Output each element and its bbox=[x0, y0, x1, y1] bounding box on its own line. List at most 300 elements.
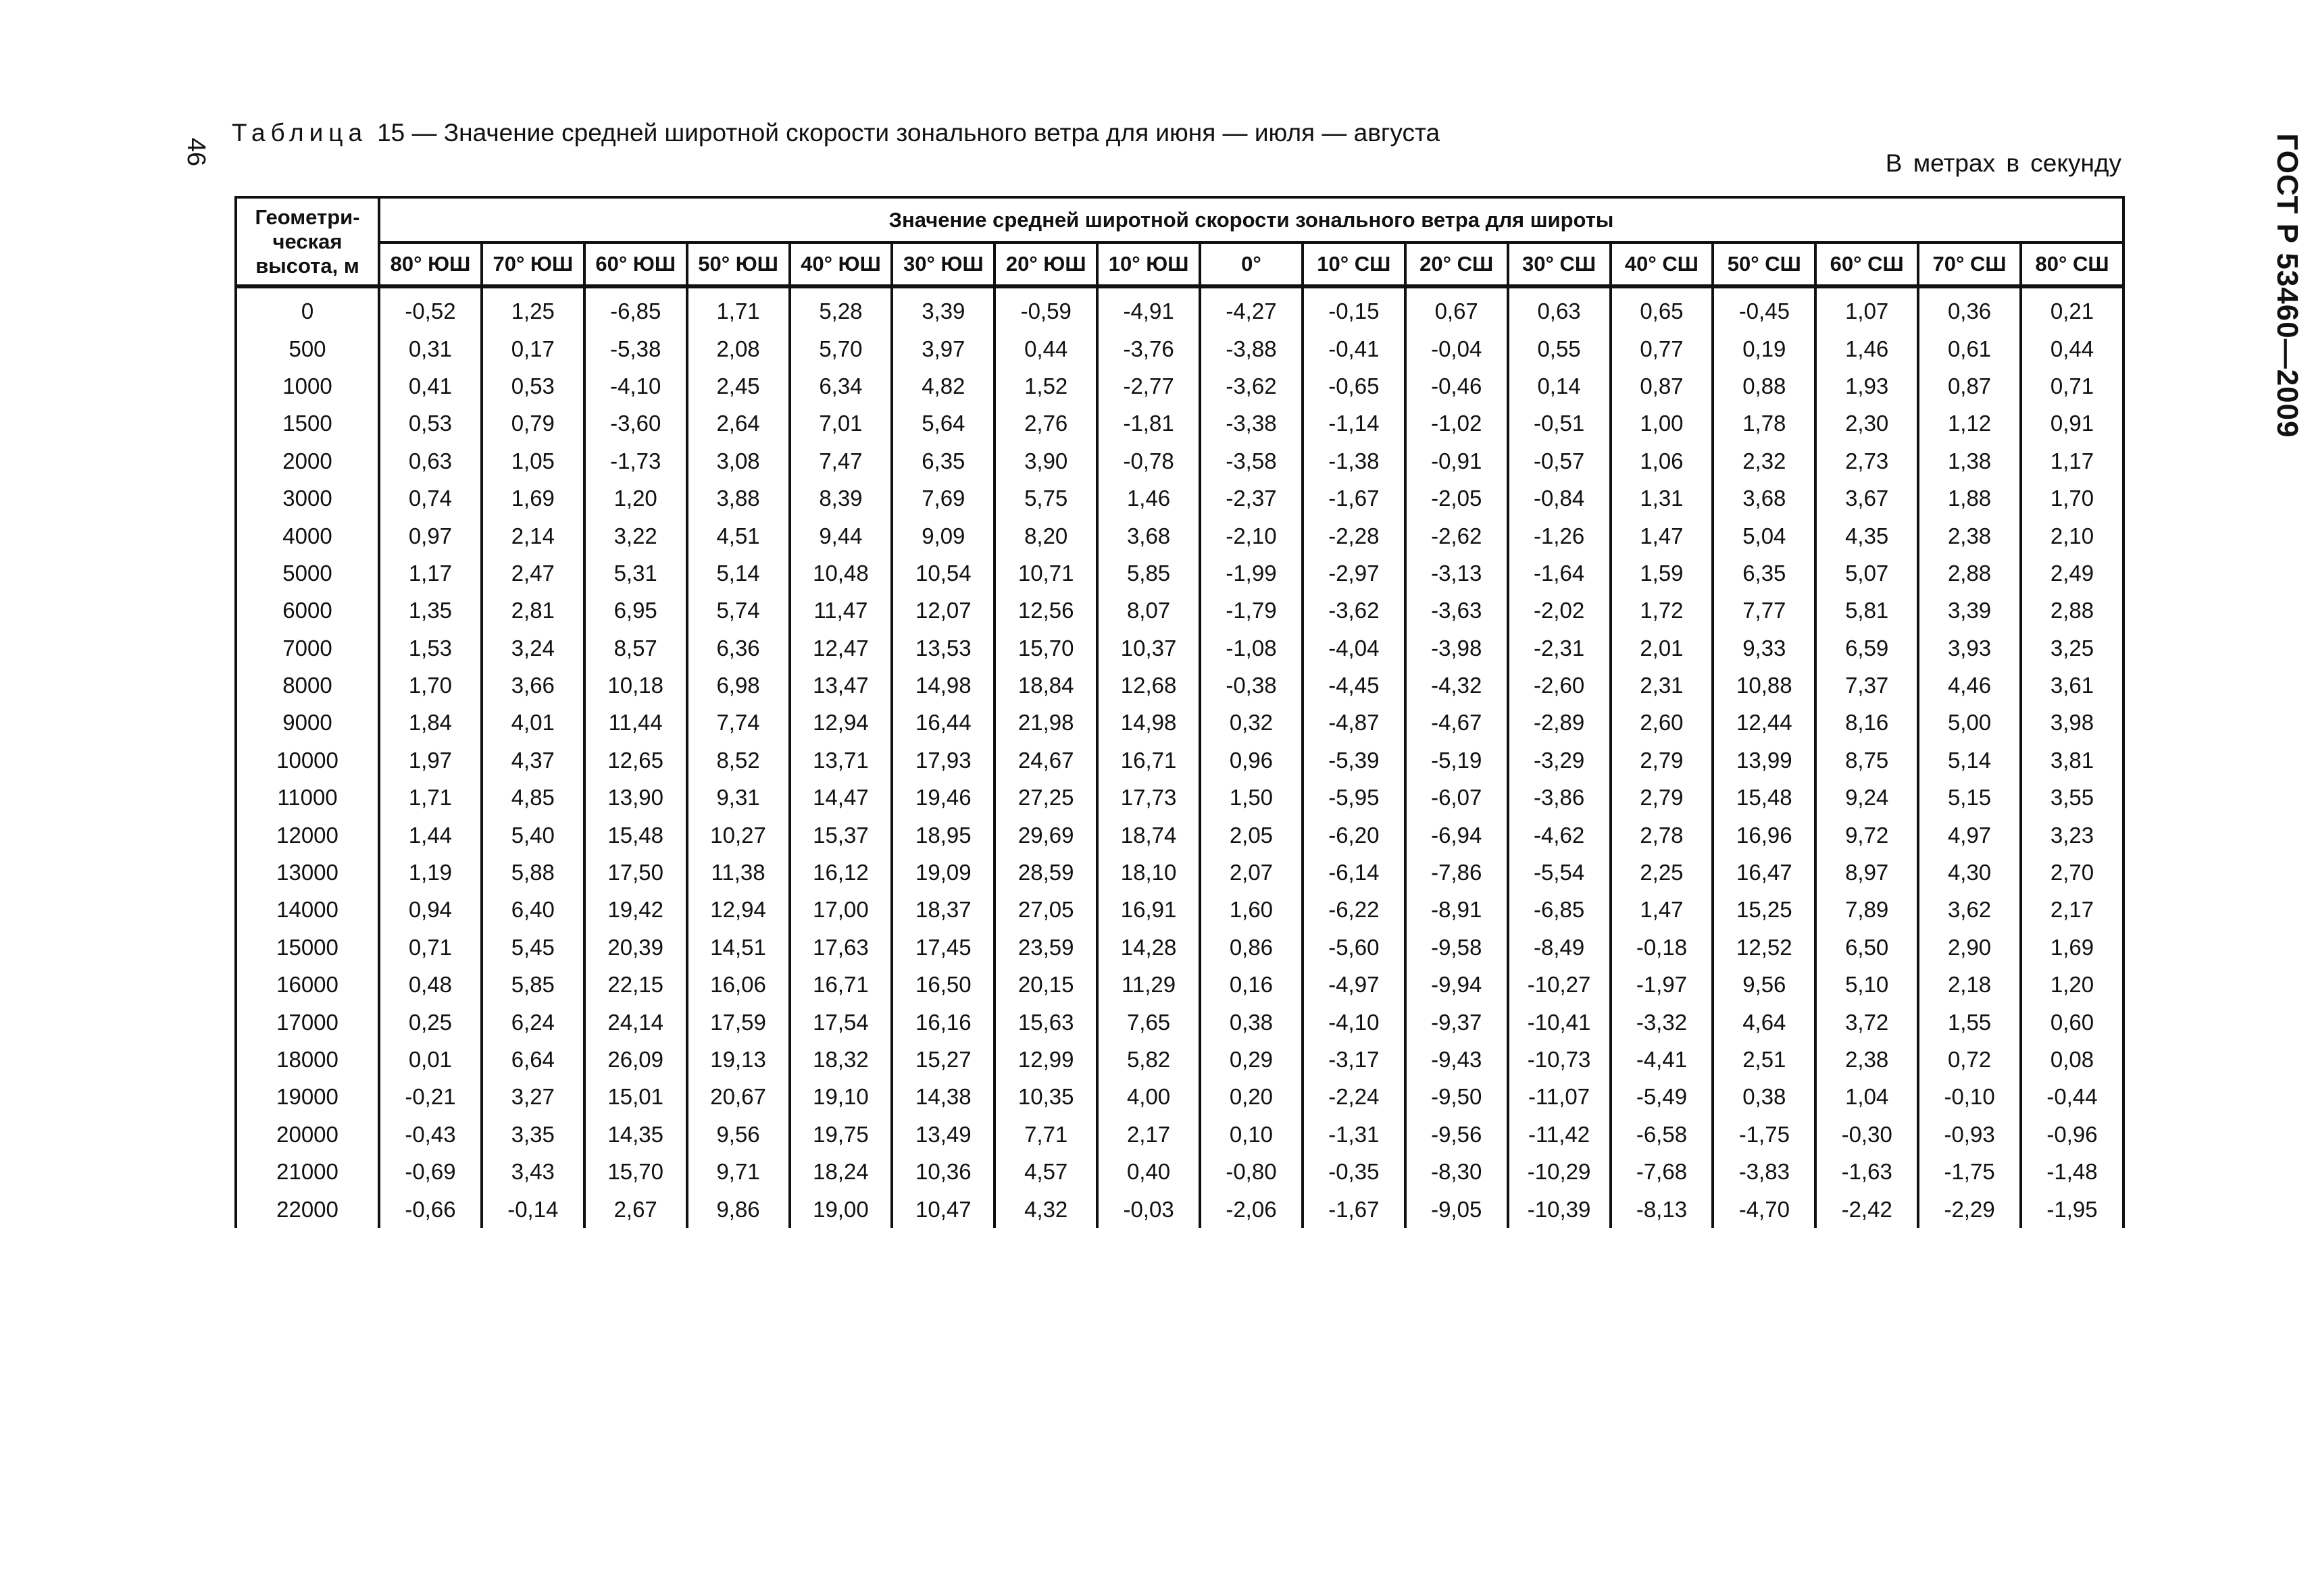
wind-speed-cell: 4,00 bbox=[1097, 1078, 1200, 1115]
wind-speed-cell: -3,63 bbox=[1405, 592, 1508, 629]
wind-speed-cell: 17,45 bbox=[892, 929, 995, 966]
wind-speed-cell: 2,78 bbox=[1611, 816, 1713, 853]
latitude-header: 20° СШ bbox=[1405, 242, 1508, 286]
wind-speed-cell: 0,29 bbox=[1200, 1041, 1303, 1078]
wind-speed-cell: 17,63 bbox=[790, 929, 892, 966]
wind-speed-cell: -9,37 bbox=[1405, 1003, 1508, 1040]
wind-speed-cell: 12,94 bbox=[790, 704, 892, 741]
wind-speed-cell: 4,51 bbox=[687, 517, 790, 554]
wind-speed-cell: 1,70 bbox=[379, 667, 482, 704]
wind-speed-cell: 16,06 bbox=[687, 966, 790, 1003]
wind-speed-cell: -2,02 bbox=[1508, 592, 1611, 629]
table-caption-text: 15 — Значение средней широтной скорости зонального ветра для июня — июля — августа bbox=[377, 119, 1440, 147]
wind-speed-cell: -10,29 bbox=[1508, 1153, 1611, 1190]
wind-speed-cell: 6,50 bbox=[1815, 929, 1918, 966]
wind-speed-cell: 13,49 bbox=[892, 1116, 995, 1153]
wind-speed-cell: 8,07 bbox=[1097, 592, 1200, 629]
wind-speed-cell: -8,49 bbox=[1508, 929, 1611, 966]
wind-speed-cell: 16,96 bbox=[1713, 816, 1815, 853]
wind-speed-cell: 2,88 bbox=[1918, 555, 2021, 592]
wind-speed-cell: 15,48 bbox=[1713, 779, 1815, 816]
wind-speed-cell: 2,73 bbox=[1815, 442, 1918, 480]
wind-speed-cell: -4,91 bbox=[1097, 286, 1200, 330]
wind-speed-cell: 28,59 bbox=[995, 854, 1097, 891]
wind-speed-cell: 9,56 bbox=[687, 1116, 790, 1153]
table-row bbox=[236, 555, 2123, 592]
table-caption bbox=[232, 116, 1440, 150]
wind-speed-cell: 5,10 bbox=[1815, 966, 1918, 1003]
wind-speed-cell: 3,24 bbox=[482, 629, 584, 667]
altitude-cell: 21000 bbox=[236, 1153, 379, 1190]
wind-speed-cell: -9,56 bbox=[1405, 1116, 1508, 1153]
wind-speed-cell: -2,29 bbox=[1918, 1190, 2021, 1227]
wind-speed-cell: 11,29 bbox=[1097, 966, 1200, 1003]
wind-speed-cell: -2,77 bbox=[1097, 367, 1200, 405]
wind-speed-cell: -0,10 bbox=[1918, 1078, 2021, 1115]
wind-speed-cell: 4,35 bbox=[1815, 517, 1918, 554]
wind-speed-cell: 3,67 bbox=[1815, 480, 1918, 517]
wind-speed-cell: -7,68 bbox=[1611, 1153, 1713, 1190]
wind-speed-cell: -6,14 bbox=[1303, 854, 1405, 891]
latitude-header: 30° ЮШ bbox=[892, 242, 995, 286]
wind-speed-cell: 1,69 bbox=[2021, 929, 2123, 966]
wind-speed-cell: 16,91 bbox=[1097, 891, 1200, 928]
altitude-cell: 13000 bbox=[236, 854, 379, 891]
wind-speed-cell: -1,67 bbox=[1303, 480, 1405, 517]
wind-speed-cell: -4,70 bbox=[1713, 1190, 1815, 1227]
wind-speed-cell: 9,31 bbox=[687, 779, 790, 816]
wind-speed-cell: 0,63 bbox=[1508, 286, 1611, 330]
wind-speed-cell: 1,50 bbox=[1200, 779, 1303, 816]
wind-speed-cell: 10,48 bbox=[790, 555, 892, 592]
wind-speed-cell: 17,50 bbox=[584, 854, 687, 891]
wind-speed-cell: 24,14 bbox=[584, 1003, 687, 1040]
wind-speed-cell: 12,68 bbox=[1097, 667, 1200, 704]
wind-speed-cell: 1,52 bbox=[995, 367, 1097, 405]
wind-speed-cell: 5,15 bbox=[1918, 779, 2021, 816]
wind-speed-cell: 0,63 bbox=[379, 442, 482, 480]
wind-speed-cell: 4,01 bbox=[482, 704, 584, 741]
wind-speed-cell: 9,24 bbox=[1815, 779, 1918, 816]
altitude-cell: 22000 bbox=[236, 1190, 379, 1227]
wind-speed-cell: -7,86 bbox=[1405, 854, 1508, 891]
wind-speed-cell: 1,05 bbox=[482, 442, 584, 480]
wind-speed-cell: -2,62 bbox=[1405, 517, 1508, 554]
wind-speed-cell: -1,14 bbox=[1303, 405, 1405, 442]
wind-speed-cell: 8,16 bbox=[1815, 704, 1918, 741]
altitude-cell: 1500 bbox=[236, 405, 379, 442]
wind-speed-cell: -5,49 bbox=[1611, 1078, 1713, 1115]
wind-speed-cell: 18,95 bbox=[892, 816, 995, 853]
table-row bbox=[236, 1116, 2123, 1153]
wind-speed-cell: 20,15 bbox=[995, 966, 1097, 1003]
wind-speed-cell: 1,59 bbox=[1611, 555, 1713, 592]
altitude-cell: 6000 bbox=[236, 592, 379, 629]
wind-speed-cell: 7,47 bbox=[790, 442, 892, 480]
wind-speed-cell: 18,74 bbox=[1097, 816, 1200, 853]
wind-speed-cell: -1,67 bbox=[1303, 1190, 1405, 1227]
wind-speed-cell: 2,05 bbox=[1200, 816, 1303, 853]
wind-speed-cell: -1,08 bbox=[1200, 629, 1303, 667]
wind-speed-cell: 1,17 bbox=[379, 555, 482, 592]
wind-speed-cell: 18,37 bbox=[892, 891, 995, 928]
wind-speed-cell: 1,20 bbox=[584, 480, 687, 517]
wind-speed-cell: 0,71 bbox=[2021, 367, 2123, 405]
table-row bbox=[236, 592, 2123, 629]
latitude-header: 80° ЮШ bbox=[379, 242, 482, 286]
table-row bbox=[236, 367, 2123, 405]
wind-speed-cell: 2,79 bbox=[1611, 742, 1713, 779]
wind-speed-cell: 2,07 bbox=[1200, 854, 1303, 891]
wind-speed-cell: 16,47 bbox=[1713, 854, 1815, 891]
wind-speed-cell: 6,24 bbox=[482, 1003, 584, 1040]
wind-speed-cell: 15,63 bbox=[995, 1003, 1097, 1040]
wind-speed-cell: 14,98 bbox=[1097, 704, 1200, 741]
wind-speed-cell: 27,05 bbox=[995, 891, 1097, 928]
wind-speed-cell: -0,38 bbox=[1200, 667, 1303, 704]
table-row bbox=[236, 816, 2123, 853]
table-body bbox=[236, 286, 2123, 1228]
wind-speed-cell: 1,31 bbox=[1611, 480, 1713, 517]
wind-speed-cell: 16,71 bbox=[790, 966, 892, 1003]
wind-speed-cell: 14,38 bbox=[892, 1078, 995, 1115]
wind-speed-cell: 3,39 bbox=[1918, 592, 2021, 629]
wind-speed-cell: 10,37 bbox=[1097, 629, 1200, 667]
table-row bbox=[236, 966, 2123, 1003]
wind-speed-cell: 24,67 bbox=[995, 742, 1097, 779]
wind-speed-cell: -2,05 bbox=[1405, 480, 1508, 517]
wind-speed-cell: 5,14 bbox=[1918, 742, 2021, 779]
wind-speed-cell: 2,18 bbox=[1918, 966, 2021, 1003]
wind-speed-cell: 0,31 bbox=[379, 330, 482, 367]
wind-speed-cell: 10,88 bbox=[1713, 667, 1815, 704]
wind-speed-cell: -0,35 bbox=[1303, 1153, 1405, 1190]
wind-speed-cell: 12,47 bbox=[790, 629, 892, 667]
wind-speed-cell: 0,65 bbox=[1611, 286, 1713, 330]
wind-speed-cell: -6,85 bbox=[584, 286, 687, 330]
wind-speed-cell: 18,24 bbox=[790, 1153, 892, 1190]
wind-speed-cell: -1,26 bbox=[1508, 517, 1611, 554]
wind-speed-cell: 0,74 bbox=[379, 480, 482, 517]
wind-speed-cell: 5,07 bbox=[1815, 555, 1918, 592]
wind-speed-cell: 1,25 bbox=[482, 286, 584, 330]
wind-speed-cell: 2,30 bbox=[1815, 405, 1918, 442]
wind-speed-cell: -1,95 bbox=[2021, 1190, 2123, 1227]
wind-speed-cell: 0,36 bbox=[1918, 286, 2021, 330]
wind-speed-cell: 2,32 bbox=[1713, 442, 1815, 480]
wind-speed-cell: -1,02 bbox=[1405, 405, 1508, 442]
wind-speed-cell: 13,71 bbox=[790, 742, 892, 779]
table-row bbox=[236, 929, 2123, 966]
wind-speed-cell: 1,44 bbox=[379, 816, 482, 853]
wind-speed-cell: 0,38 bbox=[1200, 1003, 1303, 1040]
wind-speed-cell: 2,64 bbox=[687, 405, 790, 442]
wind-speed-cell: 7,74 bbox=[687, 704, 790, 741]
latitude-header: 70° ЮШ bbox=[482, 242, 584, 286]
wind-speed-cell: 21,98 bbox=[995, 704, 1097, 741]
wind-speed-cell: -0,80 bbox=[1200, 1153, 1303, 1190]
altitude-cell: 18000 bbox=[236, 1041, 379, 1078]
wind-speed-cell: -4,04 bbox=[1303, 629, 1405, 667]
wind-speed-cell: 12,94 bbox=[687, 891, 790, 928]
wind-speed-cell: 0,94 bbox=[379, 891, 482, 928]
wind-speed-cell: 7,77 bbox=[1713, 592, 1815, 629]
wind-speed-cell: 2,88 bbox=[2021, 592, 2123, 629]
wind-speed-cell: 3,90 bbox=[995, 442, 1097, 480]
wind-speed-cell: 1,97 bbox=[379, 742, 482, 779]
wind-speed-cell: -0,44 bbox=[2021, 1078, 2123, 1115]
wind-speed-cell: 7,37 bbox=[1815, 667, 1918, 704]
altitude-column-header: Геометри-ческая высота, м bbox=[236, 197, 379, 286]
wind-speed-cell: 6,36 bbox=[687, 629, 790, 667]
wind-speed-cell: 14,98 bbox=[892, 667, 995, 704]
wind-speed-cell: 0,20 bbox=[1200, 1078, 1303, 1115]
wind-speed-cell: 0,53 bbox=[379, 405, 482, 442]
wind-speed-cell: 3,68 bbox=[1097, 517, 1200, 554]
altitude-cell: 14000 bbox=[236, 891, 379, 928]
wind-speed-cell: -4,27 bbox=[1200, 286, 1303, 330]
table-row bbox=[236, 286, 2123, 330]
units-note: В метрах в секунду bbox=[1885, 149, 2121, 177]
wind-speed-cell: -4,62 bbox=[1508, 816, 1611, 853]
wind-speed-cell: 8,20 bbox=[995, 517, 1097, 554]
wind-speed-cell: 14,35 bbox=[584, 1116, 687, 1153]
wind-speed-cell: -4,67 bbox=[1405, 704, 1508, 741]
wind-speed-cell: 12,65 bbox=[584, 742, 687, 779]
wind-speed-cell: -10,73 bbox=[1508, 1041, 1611, 1078]
wind-speed-cell: 3,35 bbox=[482, 1116, 584, 1153]
wind-speed-cell: 6,35 bbox=[1713, 555, 1815, 592]
wind-speed-cell: 1,55 bbox=[1918, 1003, 2021, 1040]
wind-speed-cell: -3,32 bbox=[1611, 1003, 1713, 1040]
wind-speed-cell: -0,78 bbox=[1097, 442, 1200, 480]
latitude-header: 10° ЮШ bbox=[1097, 242, 1200, 286]
altitude-cell: 12000 bbox=[236, 816, 379, 853]
wind-speed-cell: 2,49 bbox=[2021, 555, 2123, 592]
wind-speed-cell: 5,74 bbox=[687, 592, 790, 629]
wind-speed-cell: -8,91 bbox=[1405, 891, 1508, 928]
wind-speed-cell: 3,61 bbox=[2021, 667, 2123, 704]
wind-speed-cell: 1,88 bbox=[1918, 480, 2021, 517]
wind-speed-cell: 10,35 bbox=[995, 1078, 1097, 1115]
wind-speed-cell: -5,95 bbox=[1303, 779, 1405, 816]
wind-speed-cell: 8,97 bbox=[1815, 854, 1918, 891]
wind-speed-cell: 3,23 bbox=[2021, 816, 2123, 853]
wind-speed-cell: -0,03 bbox=[1097, 1190, 1200, 1227]
wind-speed-cell: 0,17 bbox=[482, 330, 584, 367]
wind-speed-cell: -1,81 bbox=[1097, 405, 1200, 442]
table-row bbox=[236, 405, 2123, 442]
wind-speed-cell: -0,43 bbox=[379, 1116, 482, 1153]
wind-speed-cell: 0,88 bbox=[1713, 367, 1815, 405]
wind-speed-cell: 1,20 bbox=[2021, 966, 2123, 1003]
table-row bbox=[236, 704, 2123, 741]
wind-speed-cell: -6,58 bbox=[1611, 1116, 1713, 1153]
wind-speed-cell: 8,75 bbox=[1815, 742, 1918, 779]
wind-speed-cell: 17,00 bbox=[790, 891, 892, 928]
wind-speed-cell: -5,60 bbox=[1303, 929, 1405, 966]
wind-speed-cell: -2,31 bbox=[1508, 629, 1611, 667]
wind-speed-cell: 17,73 bbox=[1097, 779, 1200, 816]
wind-speed-cell: -0,91 bbox=[1405, 442, 1508, 480]
wind-speed-cell: 17,93 bbox=[892, 742, 995, 779]
wind-speed-cell: 3,39 bbox=[892, 286, 995, 330]
wind-speed-cell: 2,60 bbox=[1611, 704, 1713, 741]
wind-speed-cell: -3,86 bbox=[1508, 779, 1611, 816]
wind-speed-cell: -4,10 bbox=[1303, 1003, 1405, 1040]
wind-speed-cell: -0,69 bbox=[379, 1153, 482, 1190]
wind-speed-cell: 4,64 bbox=[1713, 1003, 1815, 1040]
wind-speed-cell: 2,67 bbox=[584, 1190, 687, 1227]
wind-speed-cell: 9,33 bbox=[1713, 629, 1815, 667]
wind-speed-cell: 0,40 bbox=[1097, 1153, 1200, 1190]
wind-speed-cell: 26,09 bbox=[584, 1041, 687, 1078]
wind-speed-cell: 0,48 bbox=[379, 966, 482, 1003]
wind-speed-cell: 1,53 bbox=[379, 629, 482, 667]
wind-speed-cell: 4,37 bbox=[482, 742, 584, 779]
table-row bbox=[236, 480, 2123, 517]
wind-speed-cell: 1,71 bbox=[379, 779, 482, 816]
wind-speed-cell: 1,78 bbox=[1713, 405, 1815, 442]
wind-speed-cell: 3,25 bbox=[2021, 629, 2123, 667]
wind-speed-cell: 3,81 bbox=[2021, 742, 2123, 779]
wind-speed-cell: 3,72 bbox=[1815, 1003, 1918, 1040]
wind-speed-cell: -5,39 bbox=[1303, 742, 1405, 779]
altitude-cell: 1000 bbox=[236, 367, 379, 405]
wind-speed-cell: 0,67 bbox=[1405, 286, 1508, 330]
wind-speed-cell: 23,59 bbox=[995, 929, 1097, 966]
wind-speed-cell: 0,91 bbox=[2021, 405, 2123, 442]
wind-speed-cell: 2,47 bbox=[482, 555, 584, 592]
wind-speed-cell: -3,13 bbox=[1405, 555, 1508, 592]
wind-speed-cell: 0,25 bbox=[379, 1003, 482, 1040]
wind-speed-cell: 7,89 bbox=[1815, 891, 1918, 928]
wind-speed-cell: -10,27 bbox=[1508, 966, 1611, 1003]
wind-speed-table bbox=[234, 196, 2125, 1228]
wind-speed-cell: -3,60 bbox=[584, 405, 687, 442]
wind-speed-cell: -3,62 bbox=[1303, 592, 1405, 629]
wind-speed-cell: 7,69 bbox=[892, 480, 995, 517]
wind-speed-cell: 3,08 bbox=[687, 442, 790, 480]
wind-speed-cell: 0,79 bbox=[482, 405, 584, 442]
wind-speed-cell: 2,81 bbox=[482, 592, 584, 629]
wind-speed-cell: 2,17 bbox=[2021, 891, 2123, 928]
wind-speed-cell: 6,40 bbox=[482, 891, 584, 928]
wind-speed-cell: -0,93 bbox=[1918, 1116, 2021, 1153]
wind-speed-cell: 2,10 bbox=[2021, 517, 2123, 554]
table-row bbox=[236, 330, 2123, 367]
latitude-header: 0° bbox=[1200, 242, 1303, 286]
wind-speed-cell: 6,35 bbox=[892, 442, 995, 480]
wind-speed-cell: -1,73 bbox=[584, 442, 687, 480]
wind-speed-cell: 22,15 bbox=[584, 966, 687, 1003]
latitude-header: 50° ЮШ bbox=[687, 242, 790, 286]
wind-speed-cell: 17,54 bbox=[790, 1003, 892, 1040]
wind-speed-cell: 1,60 bbox=[1200, 891, 1303, 928]
wind-speed-cell: 19,42 bbox=[584, 891, 687, 928]
wind-speed-cell: 6,95 bbox=[584, 592, 687, 629]
wind-speed-cell: 14,28 bbox=[1097, 929, 1200, 966]
wind-speed-cell: -3,58 bbox=[1200, 442, 1303, 480]
wind-speed-cell: 5,00 bbox=[1918, 704, 2021, 741]
wind-speed-cell: -0,65 bbox=[1303, 367, 1405, 405]
wind-speed-cell: -4,10 bbox=[584, 367, 687, 405]
wind-speed-cell: 1,47 bbox=[1611, 517, 1713, 554]
wind-speed-cell: -3,29 bbox=[1508, 742, 1611, 779]
wind-speed-cell: 1,06 bbox=[1611, 442, 1713, 480]
wind-speed-cell: 15,37 bbox=[790, 816, 892, 853]
wind-speed-cell: 1,19 bbox=[379, 854, 482, 891]
wind-speed-cell: 3,98 bbox=[2021, 704, 2123, 741]
wind-speed-cell: -0,96 bbox=[2021, 1116, 2123, 1153]
table-row bbox=[236, 1041, 2123, 1078]
wind-speed-cell: 0,38 bbox=[1713, 1078, 1815, 1115]
altitude-cell: 7000 bbox=[236, 629, 379, 667]
wind-speed-cell: 1,46 bbox=[1815, 330, 1918, 367]
wind-speed-cell: -3,98 bbox=[1405, 629, 1508, 667]
wind-speed-cell: -0,51 bbox=[1508, 405, 1611, 442]
wind-speed-cell: 2,90 bbox=[1918, 929, 2021, 966]
table-header-row-2 bbox=[236, 242, 2123, 286]
wind-speed-cell: 19,00 bbox=[790, 1190, 892, 1227]
latitude-header: 60° СШ bbox=[1815, 242, 1918, 286]
wind-speed-cell: 17,59 bbox=[687, 1003, 790, 1040]
wind-speed-cell: -3,76 bbox=[1097, 330, 1200, 367]
wind-speed-cell: -6,22 bbox=[1303, 891, 1405, 928]
wind-speed-cell: 4,32 bbox=[995, 1190, 1097, 1227]
wind-speed-cell: 20,67 bbox=[687, 1078, 790, 1115]
wind-speed-cell: 10,71 bbox=[995, 555, 1097, 592]
wind-speed-cell: -0,14 bbox=[482, 1190, 584, 1227]
wind-speed-cell: 10,54 bbox=[892, 555, 995, 592]
wind-speed-cell: 15,70 bbox=[995, 629, 1097, 667]
wind-speed-cell: 12,44 bbox=[1713, 704, 1815, 741]
table-row bbox=[236, 1078, 2123, 1115]
altitude-cell: 3000 bbox=[236, 480, 379, 517]
wind-speed-cell: -5,38 bbox=[584, 330, 687, 367]
wind-speed-cell: 18,84 bbox=[995, 667, 1097, 704]
standard-designation: ГОСТ Р 53460—2009 bbox=[2271, 133, 2304, 438]
wind-speed-cell: -0,46 bbox=[1405, 367, 1508, 405]
latitude-header: 10° СШ bbox=[1303, 242, 1405, 286]
wind-speed-cell: 1,07 bbox=[1815, 286, 1918, 330]
wind-speed-cell: 7,65 bbox=[1097, 1003, 1200, 1040]
wind-speed-cell: 4,85 bbox=[482, 779, 584, 816]
wind-speed-cell: -6,20 bbox=[1303, 816, 1405, 853]
wind-speed-cell: -3,83 bbox=[1713, 1153, 1815, 1190]
wind-speed-cell: -0,04 bbox=[1405, 330, 1508, 367]
wind-speed-cell: 2,38 bbox=[1815, 1041, 1918, 1078]
wind-speed-cell: -0,21 bbox=[379, 1078, 482, 1115]
wind-speed-cell: 0,08 bbox=[2021, 1041, 2123, 1078]
altitude-cell: 0 bbox=[236, 286, 379, 330]
wind-speed-cell: 29,69 bbox=[995, 816, 1097, 853]
wind-speed-cell: 0,96 bbox=[1200, 742, 1303, 779]
altitude-cell: 8000 bbox=[236, 667, 379, 704]
wind-speed-cell: 3,68 bbox=[1713, 480, 1815, 517]
wind-speed-cell: 0,01 bbox=[379, 1041, 482, 1078]
wind-speed-cell: -1,75 bbox=[1713, 1116, 1815, 1153]
wind-speed-cell: 0,87 bbox=[1918, 367, 2021, 405]
wind-speed-cell: 2,31 bbox=[1611, 667, 1713, 704]
wind-speed-cell: 0,71 bbox=[379, 929, 482, 966]
wind-speed-cell: 3,62 bbox=[1918, 891, 2021, 928]
wind-speed-cell: 1,12 bbox=[1918, 405, 2021, 442]
altitude-cell: 17000 bbox=[236, 1003, 379, 1040]
wind-speed-cell: -9,43 bbox=[1405, 1041, 1508, 1078]
wind-speed-cell: 0,10 bbox=[1200, 1116, 1303, 1153]
wind-speed-cell: 2,70 bbox=[2021, 854, 2123, 891]
